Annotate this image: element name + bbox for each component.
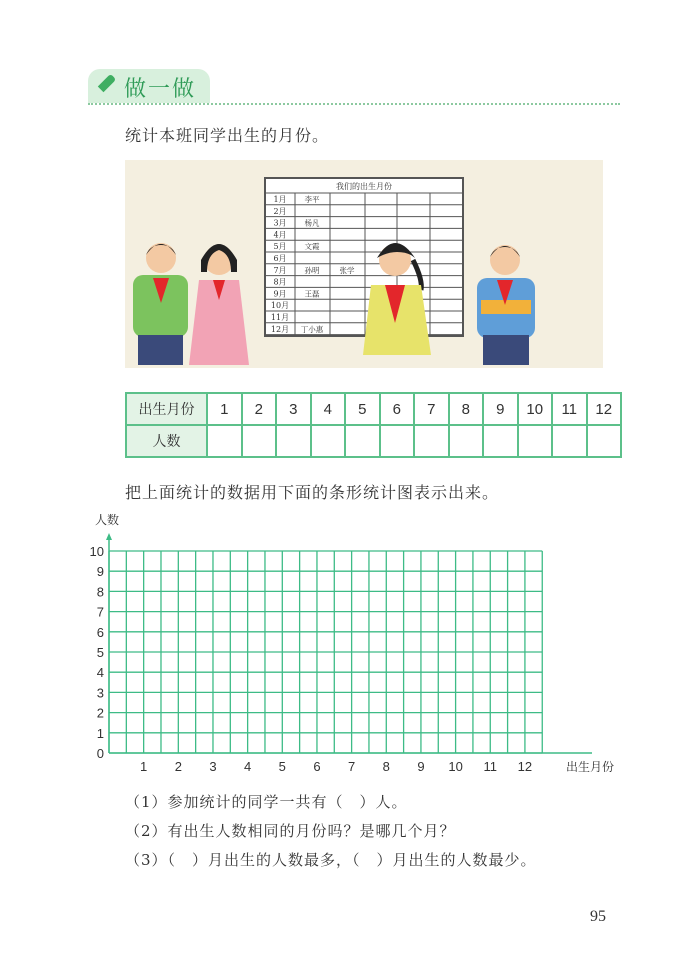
- board-name: 李平: [304, 195, 320, 204]
- count-cell[interactable]: [311, 425, 346, 457]
- girl-pink: [189, 244, 249, 365]
- month-cell: 9: [483, 393, 518, 425]
- board-name: 文霞: [304, 242, 320, 252]
- y-tick-label: 7: [96, 604, 104, 620]
- x-tick-label: 3: [209, 759, 217, 774]
- board-month: 9月: [273, 289, 287, 299]
- y-tick-label: 6: [96, 624, 104, 640]
- y-tick-label: 4: [96, 665, 104, 681]
- y-tick-label: 0: [96, 746, 104, 761]
- question-1: （1）参加统计的同学一共有（ ）人。: [125, 793, 408, 811]
- y-tick-label: 8: [96, 584, 104, 600]
- classroom-illustration: [125, 160, 603, 368]
- board-name: 张学: [339, 265, 355, 275]
- x-tick-label: 1: [140, 759, 148, 774]
- x-tick-label: 8: [382, 759, 390, 774]
- x-axis-label: 出生月份: [566, 760, 615, 774]
- board-name: 王磊: [304, 289, 320, 299]
- board-month: 12月: [270, 324, 290, 334]
- y-axis-arrow-icon: [106, 533, 112, 540]
- chart-instruction: 把上面统计的数据用下面的条形统计图表示出来。: [125, 483, 500, 502]
- x-tick-label: 9: [417, 759, 425, 774]
- board-month: 8月: [273, 277, 287, 287]
- month-cell: 4: [311, 393, 346, 425]
- board-month: 2月: [273, 206, 287, 216]
- count-cell[interactable]: [380, 425, 415, 457]
- section-header: [88, 69, 210, 103]
- month-cell: 6: [380, 393, 415, 425]
- x-tick-label: 4: [244, 759, 252, 774]
- x-tick-label: 7: [348, 759, 356, 774]
- month-cell: 5: [345, 393, 380, 425]
- board-title: 我们的出生月份: [336, 182, 392, 191]
- board-month: 4月: [273, 230, 287, 240]
- instruction-text: 统计本班同学出生的月份。: [125, 126, 330, 145]
- dotted-divider: [88, 103, 620, 105]
- board-month: 3月: [273, 218, 287, 228]
- x-tick-label: 11: [483, 759, 498, 774]
- birth-month-board: [265, 178, 463, 336]
- count-cell[interactable]: [345, 425, 380, 457]
- question-2: （2）有出生人数相同的月份吗？是哪几个月？: [125, 822, 456, 840]
- x-tick-label: 12: [517, 759, 533, 774]
- y-tick-label: 5: [96, 645, 104, 660]
- x-tick-label: 10: [448, 759, 463, 774]
- board-name: 孙明: [304, 265, 320, 275]
- month-cell: 8: [449, 393, 484, 425]
- month-cell: 3: [276, 393, 311, 425]
- boy-right: [477, 245, 535, 365]
- row-header-month: 出生月份: [126, 393, 207, 425]
- x-tick-label: 5: [278, 759, 286, 774]
- board-month: 10月: [270, 301, 290, 311]
- y-tick-label: 1: [96, 725, 104, 741]
- month-cell: 2: [242, 393, 277, 425]
- x-tick-label: 2: [174, 759, 182, 774]
- y-axis-label: 人数: [95, 513, 120, 527]
- board-month: 11月: [270, 313, 290, 322]
- count-cell[interactable]: [276, 425, 311, 457]
- board-name: 丁小惠: [300, 324, 324, 334]
- y-tick-label: 3: [96, 685, 104, 701]
- count-cell[interactable]: [518, 425, 553, 457]
- count-cell[interactable]: [587, 425, 622, 457]
- boy-left: [133, 243, 188, 365]
- board-month: 5月: [273, 242, 287, 252]
- month-cell: 7: [414, 393, 449, 425]
- pencil-icon: [98, 74, 116, 92]
- count-cell[interactable]: [483, 425, 518, 457]
- illustration-svg: [125, 160, 603, 368]
- page-number: 95: [590, 908, 606, 925]
- board-month: 1月: [273, 195, 287, 204]
- count-cell[interactable]: [449, 425, 484, 457]
- y-tick-label: 2: [96, 705, 104, 721]
- board-month: 7月: [273, 265, 287, 275]
- birth-month-table: [125, 392, 622, 458]
- question-3: （3）（ ）月出生的人数最多，（ ）月出生的人数最少。: [125, 851, 537, 869]
- y-tick-label: 10: [89, 544, 104, 559]
- count-cell[interactable]: [552, 425, 587, 457]
- count-cell[interactable]: [242, 425, 277, 457]
- month-cell: 12: [587, 393, 622, 425]
- count-cell[interactable]: [207, 425, 242, 457]
- month-cell: 1: [207, 393, 242, 425]
- count-cell[interactable]: [414, 425, 449, 457]
- month-cell: 10: [518, 393, 553, 425]
- board-name: 杨凡: [304, 218, 320, 228]
- y-tick-label: 9: [96, 564, 104, 580]
- month-cell: 11: [552, 393, 587, 425]
- x-tick-label: 6: [313, 759, 321, 774]
- board-month: 6月: [273, 254, 287, 263]
- row-header-count: 人数: [126, 425, 207, 457]
- section-title: 做一做: [124, 77, 197, 102]
